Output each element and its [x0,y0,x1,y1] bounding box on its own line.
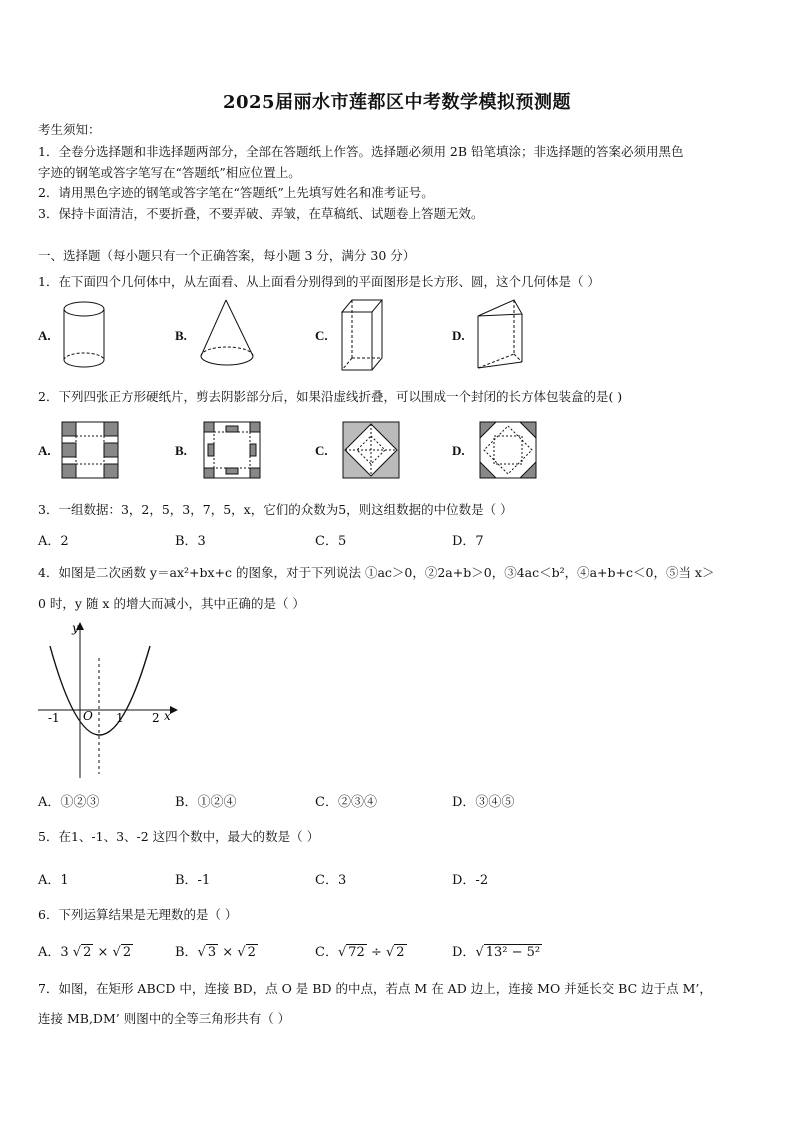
graph-x-label: x [164,709,171,723]
triangular-prism-figure [474,298,526,376]
q1-option-c[interactable]: C. [315,328,328,343]
q2-option-c[interactable]: C. [315,443,328,458]
q6-option-c[interactable]: C．√ 72 ÷ √ 2 [315,945,405,960]
graph-y-label: y [72,621,79,635]
q6-option-d[interactable]: D．√ 13² − 5² [452,945,541,960]
q2-option-b[interactable]: B. [175,443,187,458]
q2-option-a[interactable]: A. [38,443,51,458]
q4-option-a[interactable]: A．①②③ [38,795,100,810]
parabola-graph [38,618,188,780]
q4-stem-line2: 0 时，y 随 x 的增大而减小，其中正确的是（ ） [38,596,305,611]
page-title: 2025届丽水市莲都区中考数学模拟预测题 [222,92,572,113]
notice-item-3: 3．保持卡面清洁，不要折叠，不要弄破、弄皱，在草稿纸、试题卷上答题无效。 [38,206,484,221]
net-d-figure [480,422,536,478]
q2-option-d[interactable]: D. [452,443,465,458]
q3-option-d[interactable]: D．7 [452,534,484,549]
q1-option-d[interactable]: D. [452,328,465,343]
q7-stem-line1: 7．如图，在矩形 ABCD 中，连接 BD，点 O 是 BD 的中点，若点 M 在 AD 边上，连接 MO 并延长交 BC 边于点 M’， [38,981,712,996]
q3-stem: 3．一组数据：3，2，5，3，7，5，x，它们的众数为5，则这组数据的中位数是（ ） [38,502,513,517]
graph-tick-1: 1 [116,711,124,725]
q1-stem: 1．在下面四个几何体中，从左面看、从上面看分别得到的平面图形是长方形、圆，这个几何体是（ ） [38,274,600,289]
net-a-figure [62,422,118,478]
q5-option-a[interactable]: A．1 [38,873,69,888]
notice-item-1b: 字迹的钢笔或答字笔写在“答题纸”相应位置上。 [38,165,301,180]
q7-stem-line2: 连接 MB,DM’ 则图中的全等三角形共有（ ） [38,1011,291,1026]
prism-figure [336,298,386,376]
graph-origin-label: O [83,709,93,723]
q4-stem-line1: 4．如图是二次函数 y＝ax²+bx+c 的图象，对于下列说法 ①ac＞0，②2a+b＞0，③4ac＜b²，④a+b+c＜0，⑤当 x＞ [38,565,715,580]
q1-option-b[interactable]: B. [175,328,187,343]
q4-option-d[interactable]: D．③④⑤ [452,795,515,810]
graph-tick-minus1: -1 [48,711,60,725]
notice-item-2: 2．请用黑色字迹的钢笔或答字笔在“答题纸”上先填写姓名和准考证号。 [38,185,434,200]
q3-option-c[interactable]: C．5 [315,534,347,549]
q1-option-a[interactable]: A. [38,328,51,343]
net-b-figure [204,422,260,478]
q5-option-c[interactable]: C．3 [315,873,347,888]
notice-heading: 考生须知： [38,122,101,137]
q6-stem: 6．下列运算结果是无理数的是（ ） [38,907,238,922]
section-heading: 一、选择题（每小题只有一个正确答案，每小题 3 分，满分 30 分） [38,248,416,263]
q4-option-c[interactable]: C．②③④ [315,795,377,810]
net-c-figure [343,422,399,478]
cylinder-figure [62,300,110,372]
notice-item-1: 1．全卷分选择题和非选择题两部分，全部在答题纸上作答。选择题必须用 2B 铅笔填涂；非选择题的答案必须用黑色 [38,144,684,159]
graph-tick-2: 2 [152,711,160,725]
q5-option-d[interactable]: D．-2 [452,873,489,888]
q6-option-a[interactable]: A．3 √ 2 × √ 2 [38,945,132,960]
q4-option-b[interactable]: B．①②④ [175,795,237,810]
cone-figure [198,298,258,372]
q3-option-b[interactable]: B．3 [175,534,206,549]
q5-option-b[interactable]: B．-1 [175,873,211,888]
q3-option-a[interactable]: A．2 [38,534,69,549]
q6-option-b[interactable]: B．√ 3 × √ 2 [175,945,256,960]
q2-stem: 2．下列四张正方形硬纸片，剪去阴影部分后，如果沿虚线折叠，可以围成一个封闭的长方体包装盒的是( ) [38,389,623,404]
q5-stem: 5．在1、-1、3、-2 这四个数中，最大的数是（ ） [38,829,320,844]
